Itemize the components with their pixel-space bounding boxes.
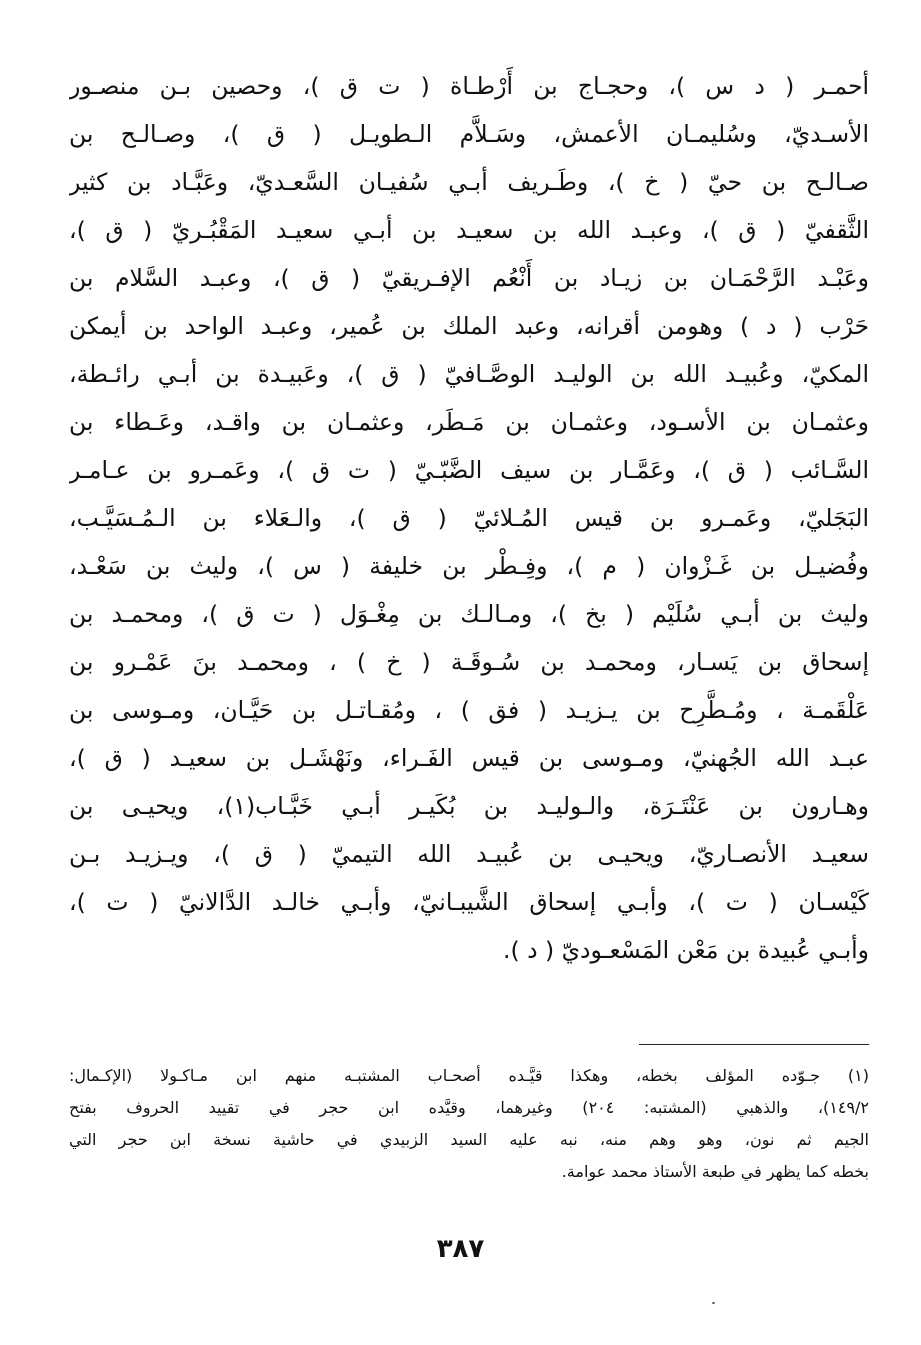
footnote-block	[69, 1060, 869, 1188]
text-line: وعثمـان بن الأسـود، وعثمـان بن مَـطَر، وعثمـان بن واقـد، وعَـطاء بن	[69, 408, 869, 436]
main-text-block	[69, 62, 869, 974]
text-line: وفُضيـل بن غَـزْوان ( م )، وفِـطْر بن خليفة ( س )، وليث بن سَعْـد،	[69, 552, 869, 580]
text-line: عبـد الله الجُهنيّ، ومـوسى بن قيس الفَـراء، ونَهْشَـل بن سعيـد ( ق )،	[69, 744, 869, 772]
text-line: الثَّقفيّ ( ق )، وعبـد الله بن سعيـد بن أبـي سعيـد المَقْبُـريّ ( ق )،	[69, 216, 869, 244]
footnote-separator	[639, 1044, 869, 1045]
text-line: أحمـر ( د س )، وحجـاج بن أَرْطـاة ( ت ق )، وحصين بـن منصـور	[69, 72, 869, 100]
text-line: عَلْقَمـة ، ومُـطَّرِح بن يـزيـد ( فق ) ، ومُقـاتـل بن حَيَّـان، ومـوسى بن	[69, 696, 869, 724]
text-line: وأبـي عُبيدة بن مَعْن المَسْعـوديّ ( د ).	[502, 936, 869, 964]
text-line: السَّـائب ( ق )، وعَمَّـار بن سيف الضَّبّـيّ ( ت ق )، وعَمـرو بن عـامـر	[69, 456, 869, 484]
text-line: المكيّ، وعُبيـد الله بن الوليـد الوصَّـافيّ ( ق )، وعَبيـدة بن أبـي رائـطة،	[69, 360, 869, 388]
footnote-line: ١٤٩/٢)، والذهبي (المشتبه: ٢٠٤) وغيرهما، وقيَّده ابن حجر في تقييد الحروف بفتح	[69, 1098, 869, 1117]
text-line: الأسـديّ، وسُليمـان الأعمش، وسَـلاَّم الـطويـل ( ق )، وصـالـح بن	[69, 120, 869, 148]
footnote-line: بخطه كما يظهر في طبعة الأستاذ محمد عوامة.	[561, 1162, 869, 1181]
text-line: البَجَليّ، وعَمـرو بن قيس المُـلائيّ ( ق )، والـعَلاء بن الـمُـسَيَّـب،	[69, 504, 869, 532]
text-line: صـالـح بن حيّ ( خ )، وطَـريف أبـي سُفيـان السَّعـديّ، وعَبَّـاد بن كثير	[69, 168, 869, 196]
text-line: كَيْسـان ( ت )، وأبـي إسحاق الشَّيبـانيّ، وأبـي خالـد الدَّالانيّ ( ت )،	[69, 888, 869, 916]
footnote-line: الجيم ثم نون، وهو وهم منه، نبه عليه السيد الزبيدي في حاشية نسخة ابن حجر التي	[69, 1130, 869, 1149]
text-line: حَرْب ( د ) وهومن أقرانه، وعبد الملك بن عُمير، وعبـد الواحد بن أيمكن	[69, 312, 869, 340]
text-line: إسحاق بن يَسـار، ومحمـد بن سُـوقَـة ( خ ) ، ومحمـد بنَ عَمْـرو بن	[69, 648, 869, 676]
page-number: ٣٨٧	[436, 1234, 485, 1264]
text-line: وليث بن أبـي سُلَيْم ( بخ )، ومـالـك بن مِغْـوَل ( ت ق )، ومحمـد بن	[69, 600, 869, 628]
text-line: وعَبْـد الرَّحْمَـان بن زيـاد بن أَنْعُم الإفـريقيّ ( ق )، وعبـد السَّلام بن	[69, 264, 869, 292]
text-line: وهـارون بن عَنْتَـرَة، والـوليـد بن بُكَيـر أبـي خَبَّـاب(١)، ويحيـى بن	[69, 792, 869, 820]
scan-speck	[712, 1302, 715, 1304]
text-line: سعيـد الأنصـاريّ، ويحيـى بن عُبيـد الله التيميّ ( ق )، ويـزيـد بـن	[69, 840, 869, 868]
footnote-line: (١) جـوّده المؤلف بخطه، وهكذا قيَّـده أصحـاب المشتبـه منهم ابن مـاكـولا (الإكـمال:	[69, 1066, 869, 1085]
